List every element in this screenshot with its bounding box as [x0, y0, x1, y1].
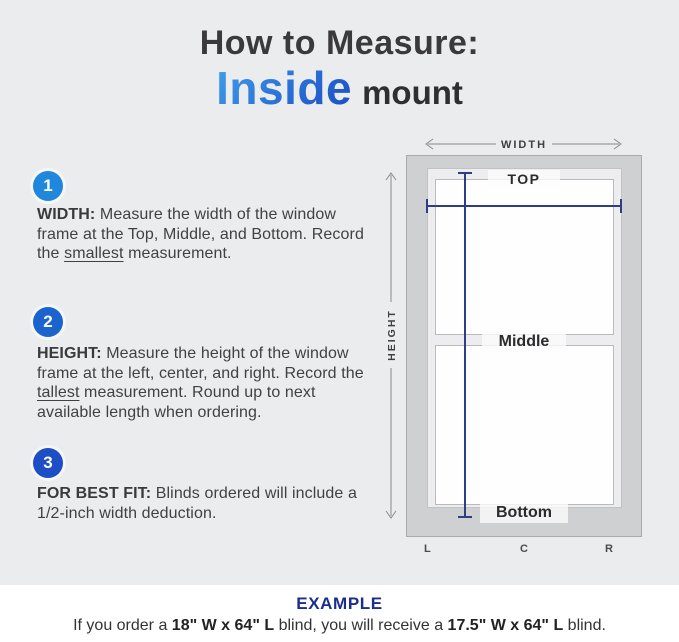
step-2-badge: 2 — [33, 307, 63, 337]
step-3-body: Blinds ordered will include a 1/2-inch width deduction. — [37, 485, 357, 522]
example-part2: blind, you will receive a — [274, 617, 448, 634]
step-1-body: Measure the width of the window frame at the Top, Middle, and Bottom. Record the — [37, 206, 364, 262]
height-arrow-label: HEIGHT — [386, 309, 398, 361]
right-position-label: R — [605, 543, 614, 555]
example-received-size: 17.5" W x 64" L — [447, 617, 564, 634]
bottom-measure-label: Bottom — [480, 503, 568, 523]
example-heading: EXAMPLE — [296, 594, 383, 613]
step-2-underlined-word: tallest — [37, 384, 80, 401]
title-line2 — [0, 62, 679, 123]
height-arrow — [386, 173, 398, 518]
window-diagram — [378, 130, 679, 570]
example-part3: blind. — [563, 617, 606, 634]
example-footer — [0, 585, 679, 642]
page-title — [0, 24, 679, 123]
horizontal-measure-line — [427, 199, 621, 213]
width-arrow — [426, 139, 621, 151]
title-rest-mount: mount — [362, 74, 463, 111]
step-2-body-end: measurement. Round up to next available length when ordering. — [37, 384, 316, 421]
step-2-body: Measure the height of the window frame at the left, center, and right. Record the — [37, 345, 364, 382]
example-part1: If you order a — [73, 617, 172, 634]
step-1-underlined-word: smallest — [64, 245, 124, 262]
middle-measure-label: Middle — [482, 332, 566, 352]
diagram-lines-overlay — [378, 130, 679, 570]
center-position-label: C — [520, 543, 529, 555]
step-1-body-end: measurement. — [123, 245, 232, 262]
step-1-badge: 1 — [33, 171, 63, 201]
step-1-text — [37, 205, 369, 264]
title-line1: How to Measure: — [199, 24, 480, 62]
left-position-label: L — [424, 543, 432, 555]
example-sentence — [0, 617, 679, 635]
title-emphasis-inside: Inside — [216, 62, 353, 114]
step-3-badge: 3 — [33, 448, 63, 478]
width-arrow-label: WIDTH — [500, 139, 548, 151]
top-measure-label: TOP — [488, 170, 560, 187]
step-2-lead: HEIGHT: — [37, 345, 102, 362]
step-3-text — [37, 484, 369, 523]
step-3-lead: FOR BEST FIT: — [37, 485, 152, 502]
step-2-text — [37, 344, 369, 422]
example-ordered-size: 18" W x 64" L — [171, 617, 275, 634]
vertical-measure-line — [458, 173, 472, 517]
step-1-lead: WIDTH: — [37, 206, 96, 223]
